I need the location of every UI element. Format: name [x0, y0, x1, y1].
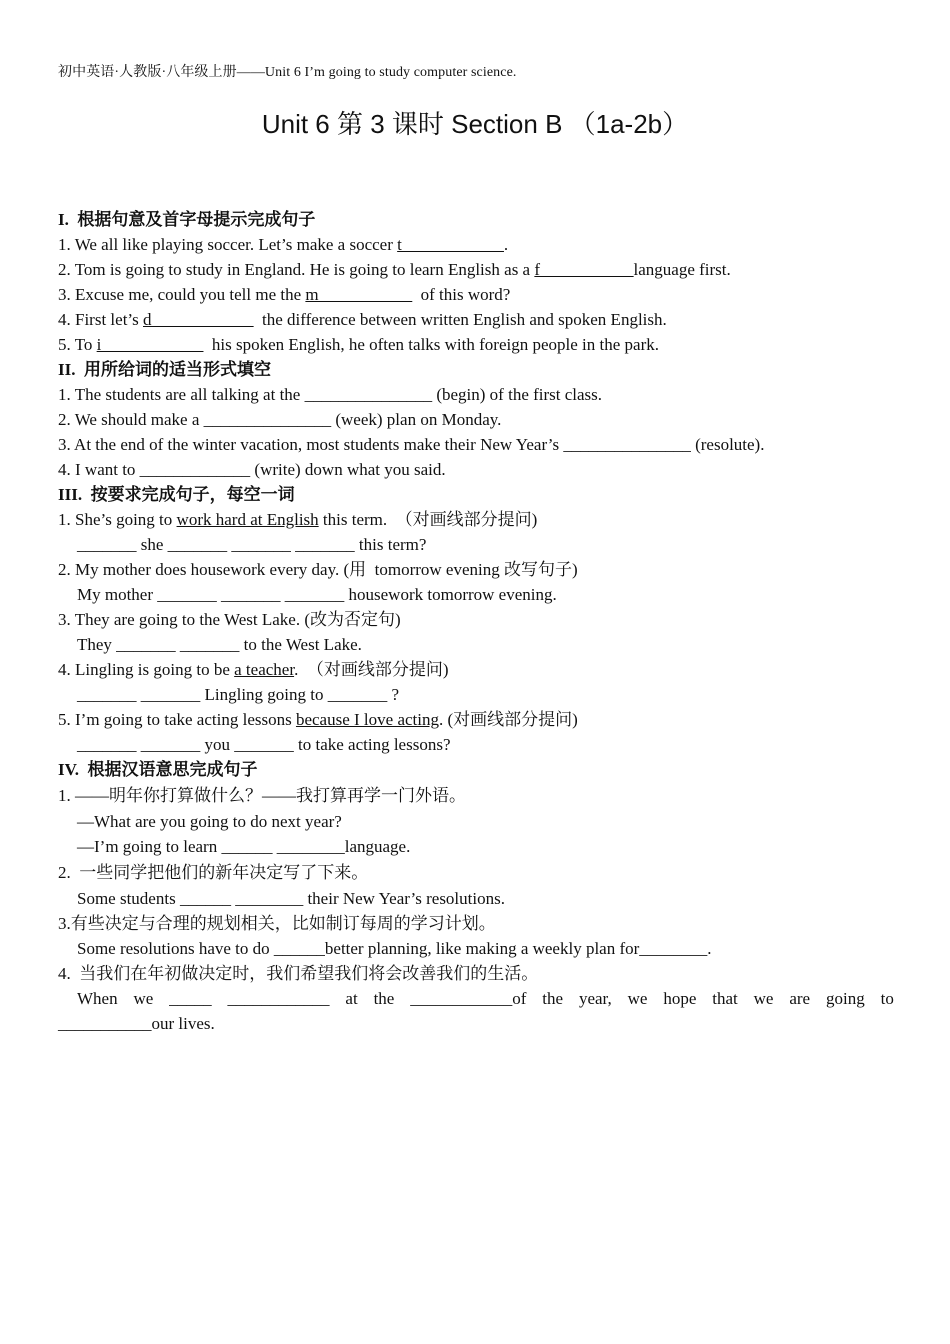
page-header: 初中英语·人教版·八年级上册——Unit 6 I’m going to study computer science.: [58, 65, 517, 80]
section-1-heading: I. 根据句意及首字母提示完成句子: [58, 210, 316, 229]
worksheet-body: [58, 207, 894, 1036]
s4-question-2-line-1: Some students ______ ________ their New Year’s resolutions.: [77, 889, 505, 908]
s3-answer-3: They _______ _______ to the West Lake.: [77, 635, 362, 654]
s4-question-1-chinese: 1. ——明年你打算做什么？——我打算再学一门外语。: [58, 786, 466, 805]
s4-question-4-line-2: ___________our lives.: [58, 1014, 215, 1033]
s3-question-2: 2. My mother does housework every day. (用 tomorrow evening 改写句子): [58, 560, 578, 579]
s1-question-1: 1. We all like playing soccer. Let’s make a soccer t____________.: [58, 235, 509, 254]
s3-question-4: 4. Lingling is going to be a teacher. （对画线部分提问): [58, 660, 449, 679]
s4-question-4-chinese: 4. 当我们在年初做决定时，我们希望我们将会改善我们的生活。: [58, 964, 539, 983]
s2-question-1: 1. The students are all talking at the _______________ (begin) of the first class.: [58, 385, 603, 404]
s3-answer-4: _______ _______ Lingling going to _______ ?: [77, 685, 400, 704]
s1-question-3: 3. Excuse me, could you tell me the m___________ of this word?: [58, 285, 511, 304]
s1-question-5: 5. To i____________ his spoken English, he often talks with foreign people in the park.: [58, 335, 659, 354]
s4-question-3-line-1: Some resolutions have to do ______better planning, like making a weekly plan for________.: [77, 939, 712, 958]
s1-question-2: 2. Tom is going to study in England. He is going to learn English as a f___________language first.: [58, 260, 731, 279]
s1-question-4: 4. First let’s d____________ the difference between written English and spoken English.: [58, 310, 667, 329]
s2-question-4: 4. I want to _____________ (write) down what you said.: [58, 460, 446, 479]
section-2-heading: II. 用所给词的适当形式填空: [58, 360, 271, 379]
s3-answer-1: _______ she _______ _______ _______ this term?: [77, 535, 427, 554]
s3-question-1: 1. She’s going to work hard at English this term. （对画线部分提问): [58, 510, 538, 529]
s3-question-5: 5. I’m going to take acting lessons because I love acting. (对画线部分提问): [58, 710, 578, 729]
s4-question-1-line-2: —I’m going to learn ______ ________language.: [77, 837, 411, 856]
section-4-heading: IV. 根据汉语意思完成句子: [58, 760, 258, 779]
s2-question-3: 3. At the end of the winter vacation, most students make their New Year’s _______________ (resolute).: [58, 435, 765, 454]
s3-answer-2: My mother _______ _______ _______ housework tomorrow evening.: [77, 585, 557, 604]
s3-question-3: 3. They are going to the West Lake. (改为否定句): [58, 610, 401, 629]
s4-question-1-line-1: —What are you going to do next year?: [77, 812, 342, 831]
s2-question-2: 2. We should make a _______________ (week) plan on Monday.: [58, 410, 502, 429]
s4-question-4-line-1: When we _____ ____________ at the ____________of the year, we hope that we are going to: [77, 989, 894, 1008]
section-3-heading: III. 按要求完成句子，每空一词: [58, 485, 295, 504]
s4-question-2-chinese: 2. 一些同学把他们的新年决定写了下来。: [58, 863, 369, 882]
page-title: Unit 6 第 3 课时 Section B （1a-2b）: [261, 109, 689, 139]
s3-answer-5: _______ _______ you _______ to take acting lessons?: [77, 735, 451, 754]
s4-question-3-chinese: 3.有些决定与合理的规划相关，比如制订每周的学习计划。: [58, 914, 496, 933]
